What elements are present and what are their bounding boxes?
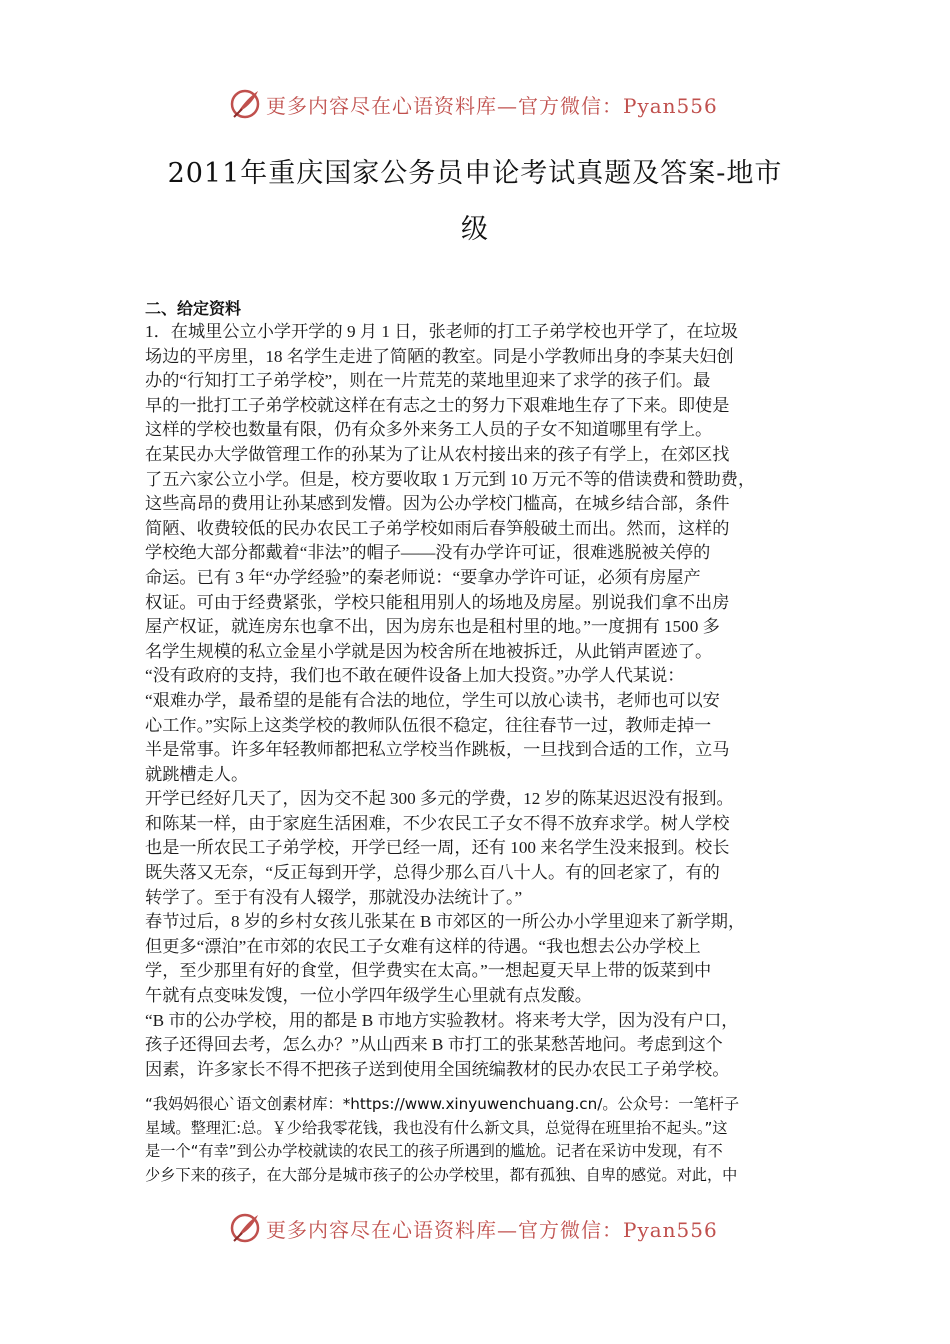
body-line: 简陋、收费较低的民办农民工子弟学校如雨后春笋般破土而出。然而，这样的: [145, 518, 730, 538]
body-line: 孩子还得回去考，怎么办？”从山西来 B 市打工的张某愁苦地问。考虑到这个: [145, 1035, 723, 1055]
body-line: “艰难办学，最希望的是能有合法的地位，学生可以放心读书，老师也可以安: [145, 690, 720, 710]
section-heading: 二、给定资料: [145, 299, 242, 318]
banner-text: 更多内容尽在心语资料库—官方微信：Pyan556: [266, 1217, 718, 1242]
body-line: 半是常事。许多年轻教师都把私立学校当作跳板，一旦找到合适的工作，立马: [145, 740, 730, 760]
body-line: “B 市的公办学校，用的都是 B 市地方实验教材。将来考大学，因为没有户口，: [145, 1010, 739, 1030]
body-line: 这样的学校也数量有限，仍有众多外来务工人员的子女不知道哪里有学上。: [145, 420, 713, 440]
body-line: 场边的平房里，18 名学生走进了简陋的教室。同是小学教师出身的李某夫妇创: [145, 346, 734, 366]
body-line: 就跳槽走人。: [145, 764, 249, 784]
title-line-1: 2011年重庆国家公务员申论考试真题及答案-地市: [167, 158, 783, 189]
body-line: 命运。已有 3 年“办学经验”的秦老师说：“要拿办学许可证，必须有房屋产: [145, 567, 701, 587]
tail-line: 少乡下来的孩子，在大部分是城市孩子的公办学校里，都有孤独、自卑的感觉。对此，中: [145, 1165, 738, 1184]
body-line: 学校绝大部分都戴着“非法”的帽子——没有办学许可证，很难逃脱被关停的: [145, 543, 711, 563]
body-line: 早的一批打工子弟学校就这样在有志之士的努力下艰难地生存了下来。即使是: [145, 395, 730, 415]
banner-text: 更多内容尽在心语资料库—官方微信：Pyan556: [266, 93, 718, 118]
body-line: 屋产权证，就连房东也拿不出，因为房东也是租村里的地。”一度拥有 1500 多: [145, 617, 720, 637]
body-line: 春节过后，8 岁的乡村女孩儿张某在 B 市郊区的一所公办小学里迎来了新学期，: [145, 912, 746, 932]
body-paragraphs: [145, 320, 810, 1082]
feather-pen-logo-icon: [228, 87, 262, 121]
body-line: “没有政府的支持，我们也不敢在硬件设备上加大投资。”办学人代某说：: [145, 666, 685, 686]
body-line: 既失落又无奈，“反正每到开学，总得少那么百八十人。有的回老家了，有的: [145, 863, 720, 883]
feather-pen-logo-icon: [228, 1211, 262, 1245]
body-line: 1．在城里公立小学开学的 9 月 1 日，张老师的打工子弟学校也开学了，在垃圾: [145, 322, 738, 341]
tail-line: “我妈妈很心`语文创素材库：*https://www.xinyuwenchuang.cn/。公众号：一笔杆子: [145, 1095, 740, 1113]
document-title: [140, 146, 810, 258]
tail-line: 星域。整理汇:总。￥少给我零花钱，我也没有什么新文具，总觉得在班里抬不起头。”这: [145, 1118, 728, 1137]
body-line: 转学了。至于有没有人辍学，那就没办法统计了。”: [145, 887, 523, 907]
body-line: 开学已经好几天了，因为交不起 300 多元的学费，12 岁的陈某迟迟没有报到。: [145, 789, 734, 809]
body-line: 也是一所农民工子弟学校，开学已经一周，还有 100 来名学生没来报到。校长: [145, 838, 730, 858]
body-line: 了五六家公立小学。但是，校方要收取 1 万元到 10 万元不等的借读费和赞助费，: [145, 469, 756, 489]
body-line: 权证。可由于经费紧张，学校只能租用别人的场地及房屋。别说我们拿不出房: [145, 592, 730, 612]
title-line-2: 级: [461, 214, 489, 245]
body-line: 心工作。”实际上这类学校的教师队伍很不稳定，往往春节一过，教师走掉一: [145, 715, 712, 735]
tail-line: 是一个“有幸”到公办学校就读的农民工的孩子所遇到的尴尬。记者在采访中发现，有不: [145, 1142, 723, 1160]
body-line: 因素，许多家长不得不把孩子送到使用全国统编教材的民办农民工子弟学校。: [145, 1059, 730, 1079]
body-line: 午就有点变味发馊，一位小学四年级学生心里就有点发酸。: [145, 986, 592, 1006]
body-line: 学，至少那里有好的食堂，但学费实在太高。”一想起夏天早上带的饭菜到中: [145, 961, 712, 981]
body-line: 但更多“漂泊”在市郊的农民工子女难有这样的待遇。“我也想去公办学校上: [145, 936, 701, 956]
body-line: 在某民办大学做管理工作的孙某为了让从农村接出来的孩子有学上，在郊区找: [145, 444, 730, 464]
body-line: 名学生规模的私立金星小学就是因为校舍所在地被拆迁，从此销声匿迹了。: [145, 641, 713, 661]
body-line: 这些高昂的费用让孙某感到发懵。因为公办学校门槛高，在城乡结合部，条件: [145, 494, 730, 514]
header-banner: [228, 86, 718, 122]
body-tail-paragraph: [145, 1093, 810, 1187]
footer-banner: [228, 1210, 718, 1246]
body-line: 和陈某一样，由于家庭生活困难，不少农民工子女不得不放弃求学。树人学校: [145, 813, 730, 833]
body-line: 办的“行知打工子弟学校”，则在一片荒芜的菜地里迎来了求学的孩子们。最: [145, 371, 711, 391]
